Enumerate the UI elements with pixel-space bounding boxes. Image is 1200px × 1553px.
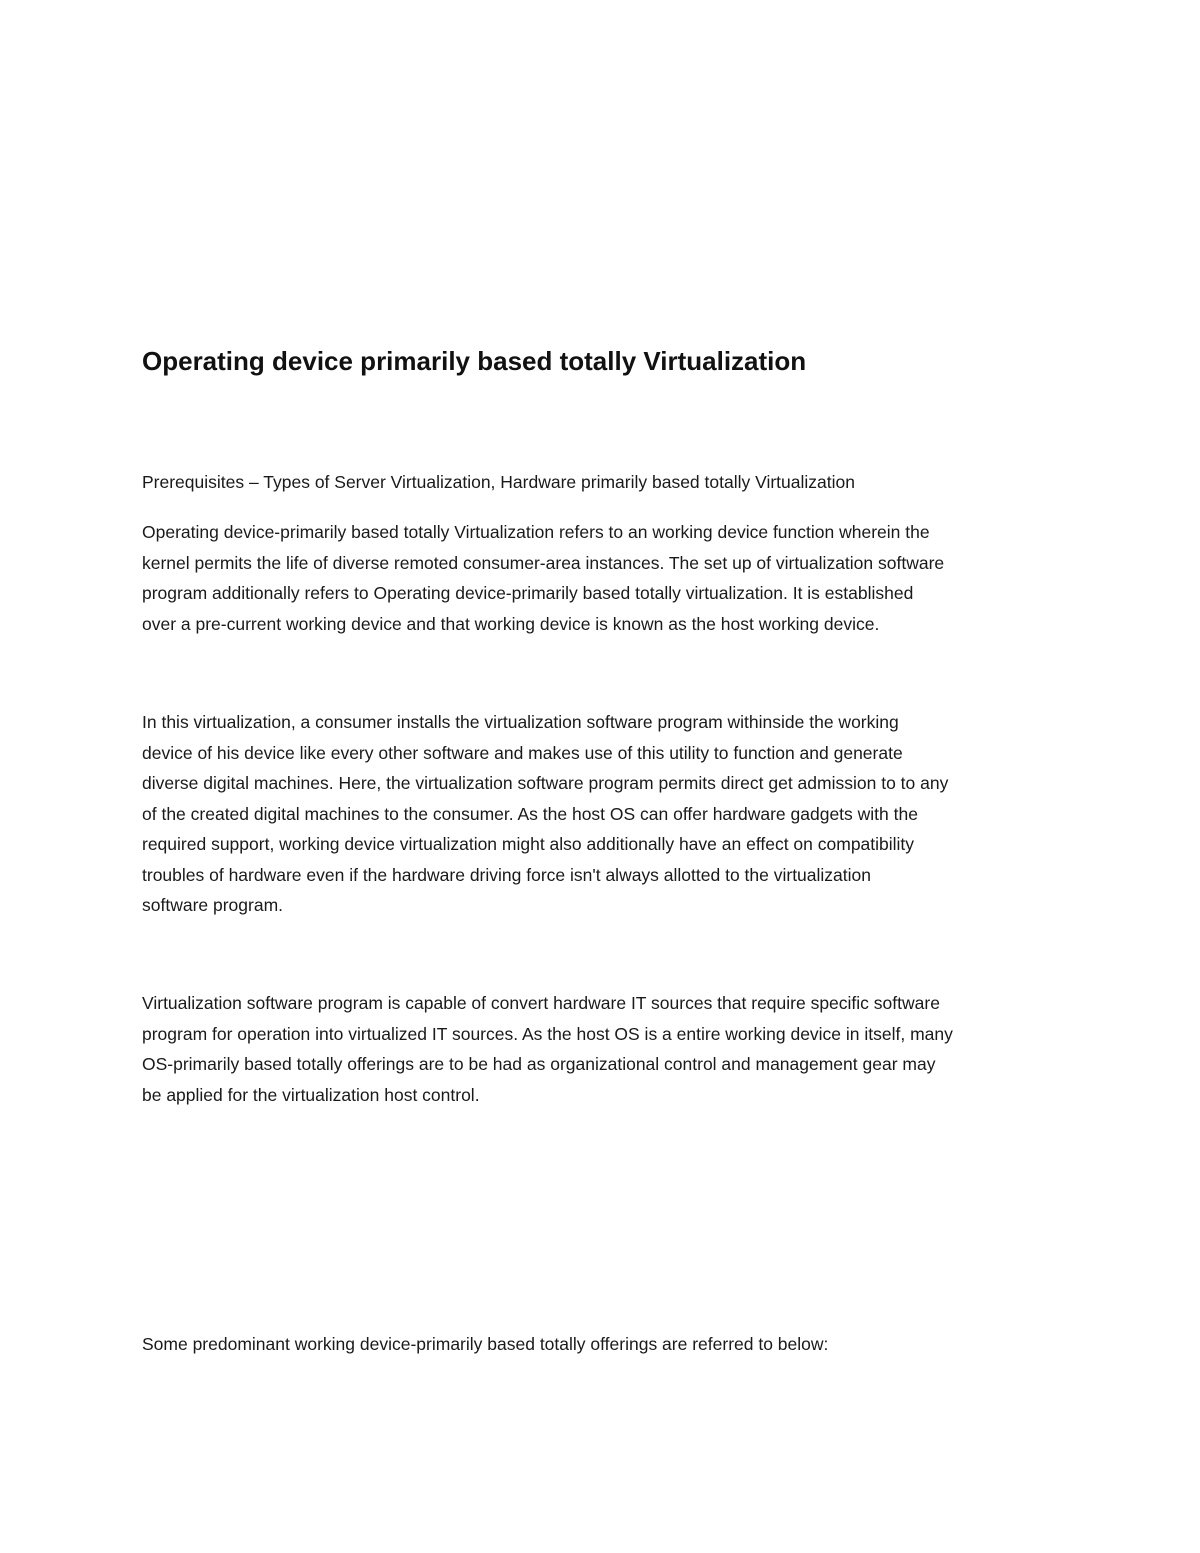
- paragraph-line: software program.: [142, 895, 284, 915]
- paragraph-line: over a pre-current working device and that working device is known as the host working device.: [142, 613, 880, 634]
- paragraph-line: troubles of hardware even if the hardware driving force isn't always allotted to the virtualization: [142, 864, 872, 885]
- paragraph-installation: [142, 707, 1072, 921]
- paragraph-line: required support, working device virtualization might also additionally have an effect on compatibility: [142, 834, 915, 854]
- paragraph-intro: [142, 517, 1072, 639]
- paragraph-line: Prerequisites – Types of Server Virtualization, Hardware primarily based totally Virtualization: [142, 472, 855, 492]
- paragraph-line: program for operation into virtualized IT sources. As the host OS is a entire working device in itself, many: [142, 1023, 953, 1044]
- prerequisites-text: [142, 467, 1072, 498]
- paragraph-line: program additionally refers to Operating device-primarily based totally virtualization. It is established: [142, 583, 914, 603]
- paragraph-line: device of his device like every other software and makes use of this utility to function and generate: [142, 742, 903, 763]
- paragraph-line: OS-primarily based totally offerings are to be had as organizational control and management gear may: [142, 1054, 936, 1074]
- paragraph-line: Some predominant working device-primarily based totally offerings are referred to below:: [142, 1334, 829, 1354]
- paragraph-line: of the created digital machines to the consumer. As the host OS can offer hardware gadgets with the: [142, 803, 918, 824]
- paragraph-line: Operating device-primarily based totally Virtualization refers to an working device function wherein the: [142, 522, 930, 542]
- paragraph-line: be applied for the virtualization host control.: [142, 1084, 480, 1105]
- paragraph-line: Virtualization software program is capable of convert hardware IT sources that require specific software: [142, 993, 940, 1013]
- paragraph-line: diverse digital machines. Here, the virtualization software program permits direct get admission to to any: [142, 773, 949, 793]
- paragraph-offerings-intro: [142, 1329, 1072, 1360]
- paragraph-conversion: [142, 988, 1072, 1110]
- paragraph-line: In this virtualization, a consumer installs the virtualization software program withinside the working: [142, 712, 899, 732]
- document-title: Operating device primarily based totally Virtualization: [142, 346, 807, 376]
- paragraph-line: kernel permits the life of diverse remoted consumer-area instances. The set up of virtualization software: [142, 552, 945, 573]
